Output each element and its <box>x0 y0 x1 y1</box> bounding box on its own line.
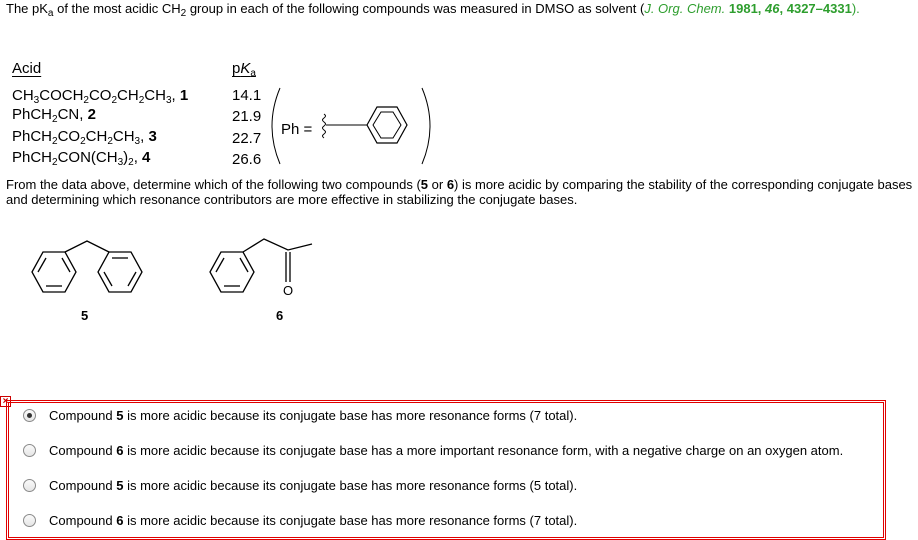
citation-pages: 4327–4331 <box>786 1 852 16</box>
table-row-pka-2: 21.9 <box>232 108 262 125</box>
radio-button[interactable] <box>23 444 36 457</box>
table-row-pka-1: 14.1 <box>232 87 262 104</box>
table-row-acid-3: $PhCH_2CO_2CH_2CH_3$, 3 <box>12 128 157 147</box>
phenyl-label: Ph = <box>281 121 313 138</box>
table-row-pka-4: 26.6 <box>232 151 262 168</box>
intro-text-mid: of the most acidic CH <box>53 1 181 16</box>
table-row-acid-4: $PhCH_2CON(CH_3)_2$, 4 <box>12 149 151 168</box>
table-header-pka: $pK_a$ <box>232 60 256 79</box>
compound-6-label: 6 <box>276 308 284 323</box>
radio-button[interactable] <box>23 514 36 527</box>
answer-option-3-text: Compound 5 is more acidic because its conjugate base has more resonance forms (5 total). <box>49 478 578 493</box>
intro-subscript-a: a <box>47 8 54 19</box>
citation-volume: 46 <box>765 1 780 16</box>
compound-5-label: 5 <box>81 308 89 323</box>
answer-option-1-text: Compound 5 is more acidic because its conjugate base has more resonance forms (7 total). <box>49 408 578 423</box>
question-intro <box>6 1 860 17</box>
answer-options-box <box>6 400 886 540</box>
intro-text: The pK <box>6 1 48 16</box>
intro-text-post: group in each of the following compounds was measured in DMSO as solvent ( <box>186 1 645 16</box>
table-row-pka-3: 22.7 <box>232 130 262 147</box>
citation-journal: J. Org. Chem. <box>644 1 726 16</box>
intro-subscript-2: 2 <box>180 8 187 19</box>
compound-6-structure <box>210 239 312 292</box>
incorrect-x-icon: × <box>0 396 11 407</box>
citation: J. Org. Chem. 1981, 46, 4327–4331). <box>644 1 860 16</box>
citation-close: ). <box>851 1 860 16</box>
table-row-acid-1: $CH_3COCH_2CO_2CH_2CH_3$, 1 <box>12 87 189 106</box>
citation-year: 1981 <box>728 1 758 16</box>
table-header-acid: Acid <box>12 60 42 77</box>
compound-5-structure <box>32 241 142 292</box>
compound-structures <box>30 238 350 308</box>
radio-button[interactable] <box>23 479 36 492</box>
oxygen-atom-label: O <box>282 283 294 298</box>
answer-option-4-text: Compound 6 is more acidic because its conjugate base has more resonance forms (7 total). <box>49 513 578 528</box>
answer-option-2-text: Compound 6 is more acidic because its conjugate base has a more important resonance form, with a negative charge on an oxygen atom. <box>49 443 844 458</box>
question-paragraph: From the data above, determine which of the following two compounds (5 or 6) is more acidic by comparing the stability of the corresponding conjugate bases and determining which resonance contributors are more effective in stabilizing the conjugate bases. <box>6 177 913 207</box>
table-row-acid-2: PhCH$_2$CN, 2 <box>12 106 96 125</box>
radio-button-checked[interactable] <box>23 409 36 422</box>
